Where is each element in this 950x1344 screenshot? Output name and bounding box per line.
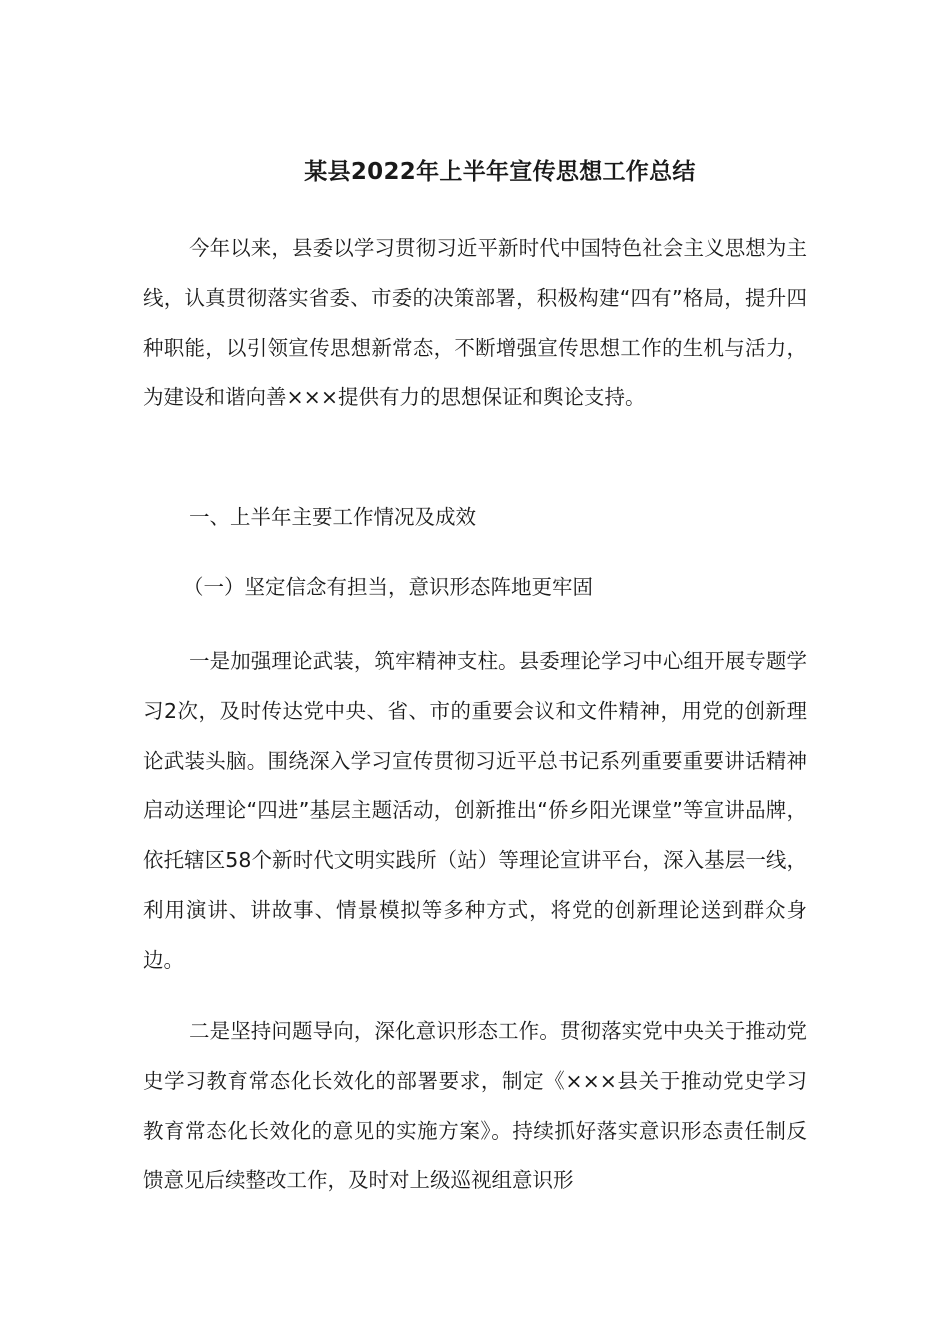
- body-paragraph-1: 一是加强理论武装，筑牢精神支柱。县委理论学习中心组开展专题学习2次，及时传达党中央、省、市的重要会议和文件精神，用党的创新理论武装头脑。围绕深入学习宣传贯彻习近平总书记系列重要重要讲话精神启动送理论“四进”基层主题活动，创新推出“侨乡阳光课堂”等宣讲品牌，依托辖区58个新时代文明实践所（站）等理论宣讲平台，深入基层一线，利用演讲、讲故事、情景模拟等多种方式，将党的创新理论送到群众身边。: [143, 649, 807, 972]
- section-heading: 一、上半年主要工作情况及成效: [189, 505, 476, 529]
- body-paragraph-2: 二是坚持问题导向，深化意识形态工作。贯彻落实党中央关于推动党史学习教育常态化长效化的部署要求，制定《×××县关于推动党史学习教育常态化长效化的意见的实施方案》。持续抓好落实意识形态责任制反馈意见后续整改工作，及时对上级巡视组意识形: [143, 1019, 807, 1193]
- intro-paragraph: 今年以来，县委以学习贯彻习近平新时代中国特色社会主义思想为主线，认真贯彻落实省委、市委的决策部署，积极构建“四有”格局，提升四种职能，以引领宣传思想新常态，不断增强宣传思想工作的生机与活力，为建设和谐向善×××提供有力的思想保证和舆论支持。: [143, 236, 807, 410]
- subsection-heading: （一）坚定信念有担当，意识形态阵地更牢固: [183, 575, 593, 599]
- document-title: 某县2022年上半年宣传思想工作总结: [304, 159, 696, 185]
